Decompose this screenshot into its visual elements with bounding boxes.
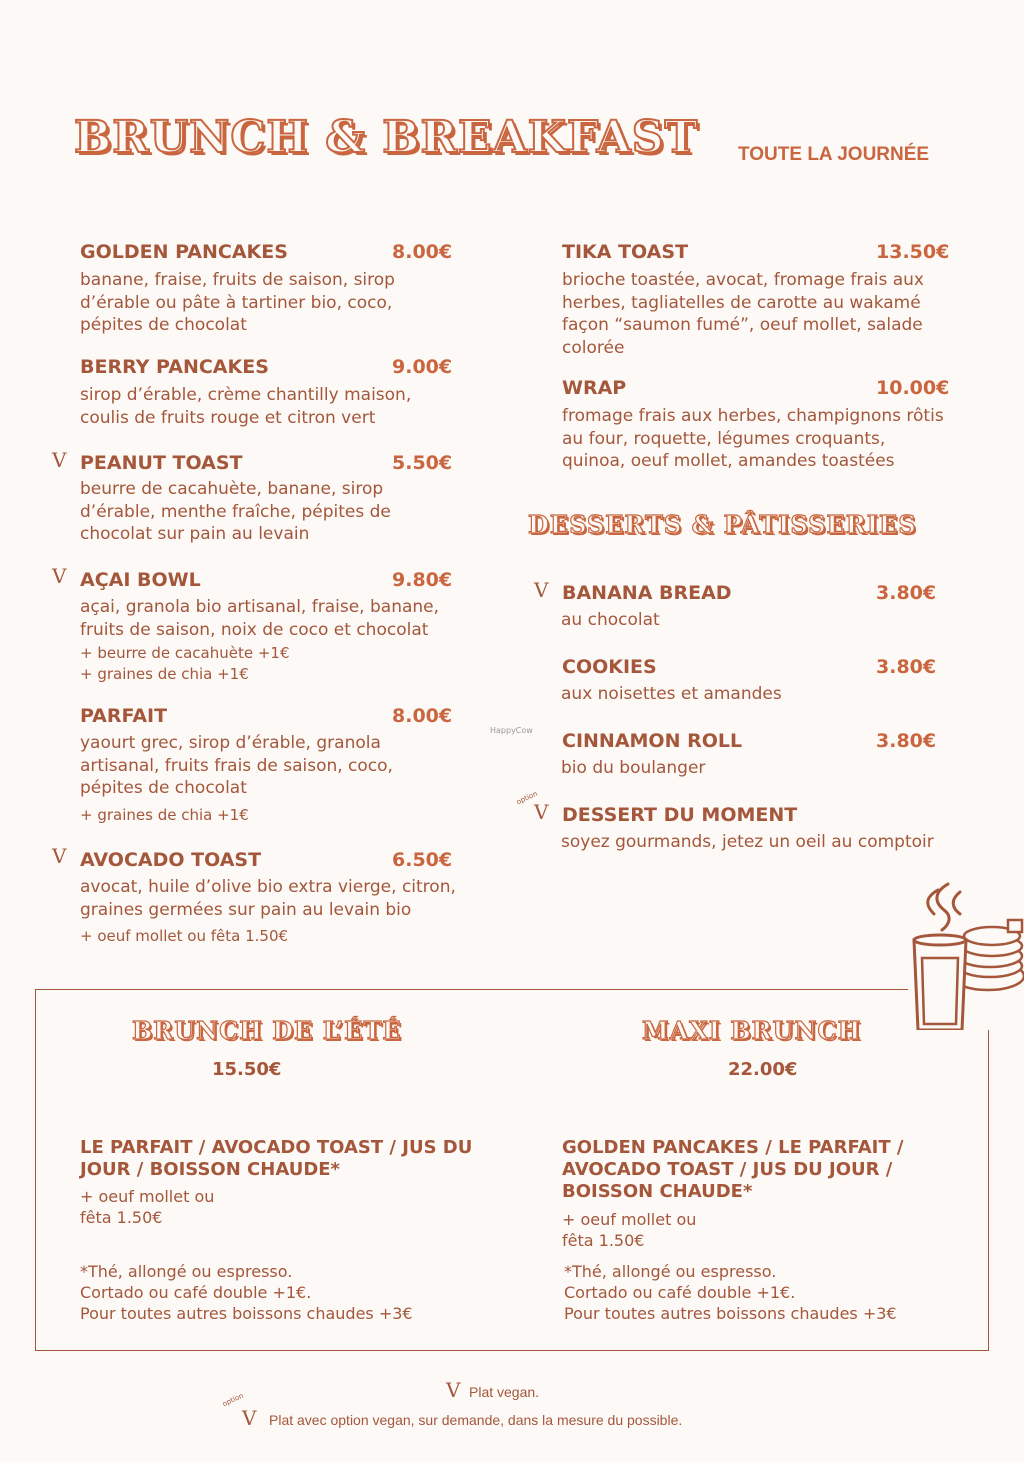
- brunch-note: *Thé, allongé ou espresso.: [80, 1262, 293, 1281]
- brunch-extra: fêta 1.50€: [562, 1231, 645, 1250]
- item-description: yaourt grec, sirop d’érable, granola artisanal, fruits frais de saison, coco, pépites de chocolat: [80, 733, 393, 798]
- item-price: 9.80€: [392, 569, 453, 591]
- item-description: sirop d’érable, crème chantilly maison, coulis de fruits rouge et citron vert: [80, 385, 412, 428]
- vegan-icon: V: [52, 844, 67, 868]
- brunch-ete-price: 15.50€: [212, 1059, 282, 1080]
- vegan-option-icon: V: [242, 1406, 257, 1430]
- option-label: option: [221, 1391, 245, 1409]
- item-description: beurre de cacahuète, banane, sirop d’érable, menthe fraîche, pépites de chocolat sur pain au levain: [80, 479, 391, 544]
- item-description: avocat, huile d’olive bio extra vierge, citron, graines germées sur pain au levain bio: [80, 877, 456, 920]
- item-price: 9.00€: [392, 356, 453, 378]
- item-price: 5.50€: [392, 452, 453, 474]
- brunch-note: Cortado ou café double +1€.: [564, 1283, 796, 1302]
- brunch-extra: fêta 1.50€: [80, 1208, 163, 1227]
- item-name: TIKA TOAST: [562, 241, 689, 263]
- item-price: 6.50€: [392, 849, 453, 871]
- item-description: soyez gourmands, jetez un oeil au comptoir: [561, 832, 934, 852]
- vegan-icon: V: [52, 564, 67, 588]
- item-price: 8.00€: [392, 241, 453, 263]
- item-price: 13.50€: [876, 241, 950, 263]
- menu-subtitle: TOUTE LA JOURNÉE: [738, 144, 930, 165]
- brunch-note: Pour toutes autres boissons chaudes +3€: [564, 1304, 897, 1323]
- brunch-ete-items: LE PARFAIT / AVOCADO TOAST / JUS DU JOUR / BOISSON CHAUDE*: [80, 1137, 473, 1180]
- item-name: PEANUT TOAST: [80, 452, 243, 474]
- item-description: au chocolat: [561, 610, 660, 630]
- brunch-note: Cortado ou café double +1€.: [80, 1283, 312, 1302]
- item-price: 8.00€: [392, 705, 453, 727]
- item-name: AÇAI BOWL: [80, 569, 201, 591]
- maxi-brunch-title: MAXI BRUNCH: [642, 1016, 862, 1045]
- vegan-icon: V: [446, 1378, 461, 1402]
- vegan-option-icon: V: [534, 800, 549, 824]
- item-name: PARFAIT: [80, 705, 168, 727]
- brunch-extra: + oeuf mollet ou: [562, 1210, 697, 1229]
- legend-vegan: Plat vegan.: [469, 1384, 540, 1400]
- brunch-note: Pour toutes autres boissons chaudes +3€: [80, 1304, 413, 1323]
- item-price: 10.00€: [876, 377, 950, 399]
- brunch-extra: + oeuf mollet ou: [80, 1187, 215, 1206]
- item-description: banane, fraise, fruits de saison, sirop d’érable ou pâte à tartiner bio, coco, pépites de chocolat: [80, 270, 395, 335]
- item-description: aux noisettes et amandes: [561, 684, 782, 704]
- item-extra: + oeuf mollet ou fêta 1.50€: [80, 927, 289, 945]
- desserts-title: DESSERTS & PÂTISSERIES: [528, 510, 917, 539]
- menu-title: BRUNCH & BREAKFAST: [74, 112, 699, 163]
- item-price: 3.80€: [876, 730, 937, 752]
- item-extra: + beurre de cacahuète +1€: [80, 644, 290, 662]
- option-label: option: [515, 789, 539, 807]
- item-description: fromage frais aux herbes, champignons rôtis au four, roquette, légumes croquants, quinoa, oeuf mollet, amandes toastées: [562, 406, 944, 471]
- item-name: BERRY PANCAKES: [80, 356, 269, 378]
- item-name: AVOCADO TOAST: [80, 849, 262, 871]
- item-name: WRAP: [562, 377, 627, 399]
- vegan-icon: V: [52, 448, 67, 472]
- maxi-brunch-items: GOLDEN PANCAKES / LE PARFAIT / AVOCADO TOAST / JUS DU JOUR / BOISSON CHAUDE*: [562, 1137, 904, 1202]
- item-name: CINNAMON ROLL: [562, 730, 743, 752]
- coffee-and-pancakes-icon: [900, 880, 1024, 1030]
- item-extra: + graines de chia +1€: [80, 665, 249, 683]
- maxi-brunch-price: 22.00€: [728, 1059, 798, 1080]
- item-description: brioche toastée, avocat, fromage frais aux herbes, tagliatelles de carotte au wakamé façon “saumon fumé”, oeuf mollet, salade colorée: [562, 270, 924, 358]
- item-price: 3.80€: [876, 582, 937, 604]
- happycow-watermark: HappyCow: [490, 726, 533, 735]
- brunch-ete-title: BRUNCH DE L’ÉTÉ: [132, 1016, 402, 1045]
- item-description: açai, granola bio artisanal, fraise, banane, fruits de saison, noix de coco et chocolat: [80, 597, 440, 640]
- item-extra: + graines de chia +1€: [80, 806, 249, 824]
- item-description: bio du boulanger: [561, 758, 706, 778]
- item-name: COOKIES: [562, 656, 657, 678]
- item-name: GOLDEN PANCAKES: [80, 241, 288, 263]
- item-name: DESSERT DU MOMENT: [562, 804, 798, 826]
- item-price: 3.80€: [876, 656, 937, 678]
- vegan-icon: V: [534, 578, 549, 602]
- brunch-note: *Thé, allongé ou espresso.: [564, 1262, 777, 1281]
- legend-option-vegan: Plat avec option vegan, sur demande, dans la mesure du possible.: [269, 1412, 683, 1428]
- item-name: BANANA BREAD: [562, 582, 732, 604]
